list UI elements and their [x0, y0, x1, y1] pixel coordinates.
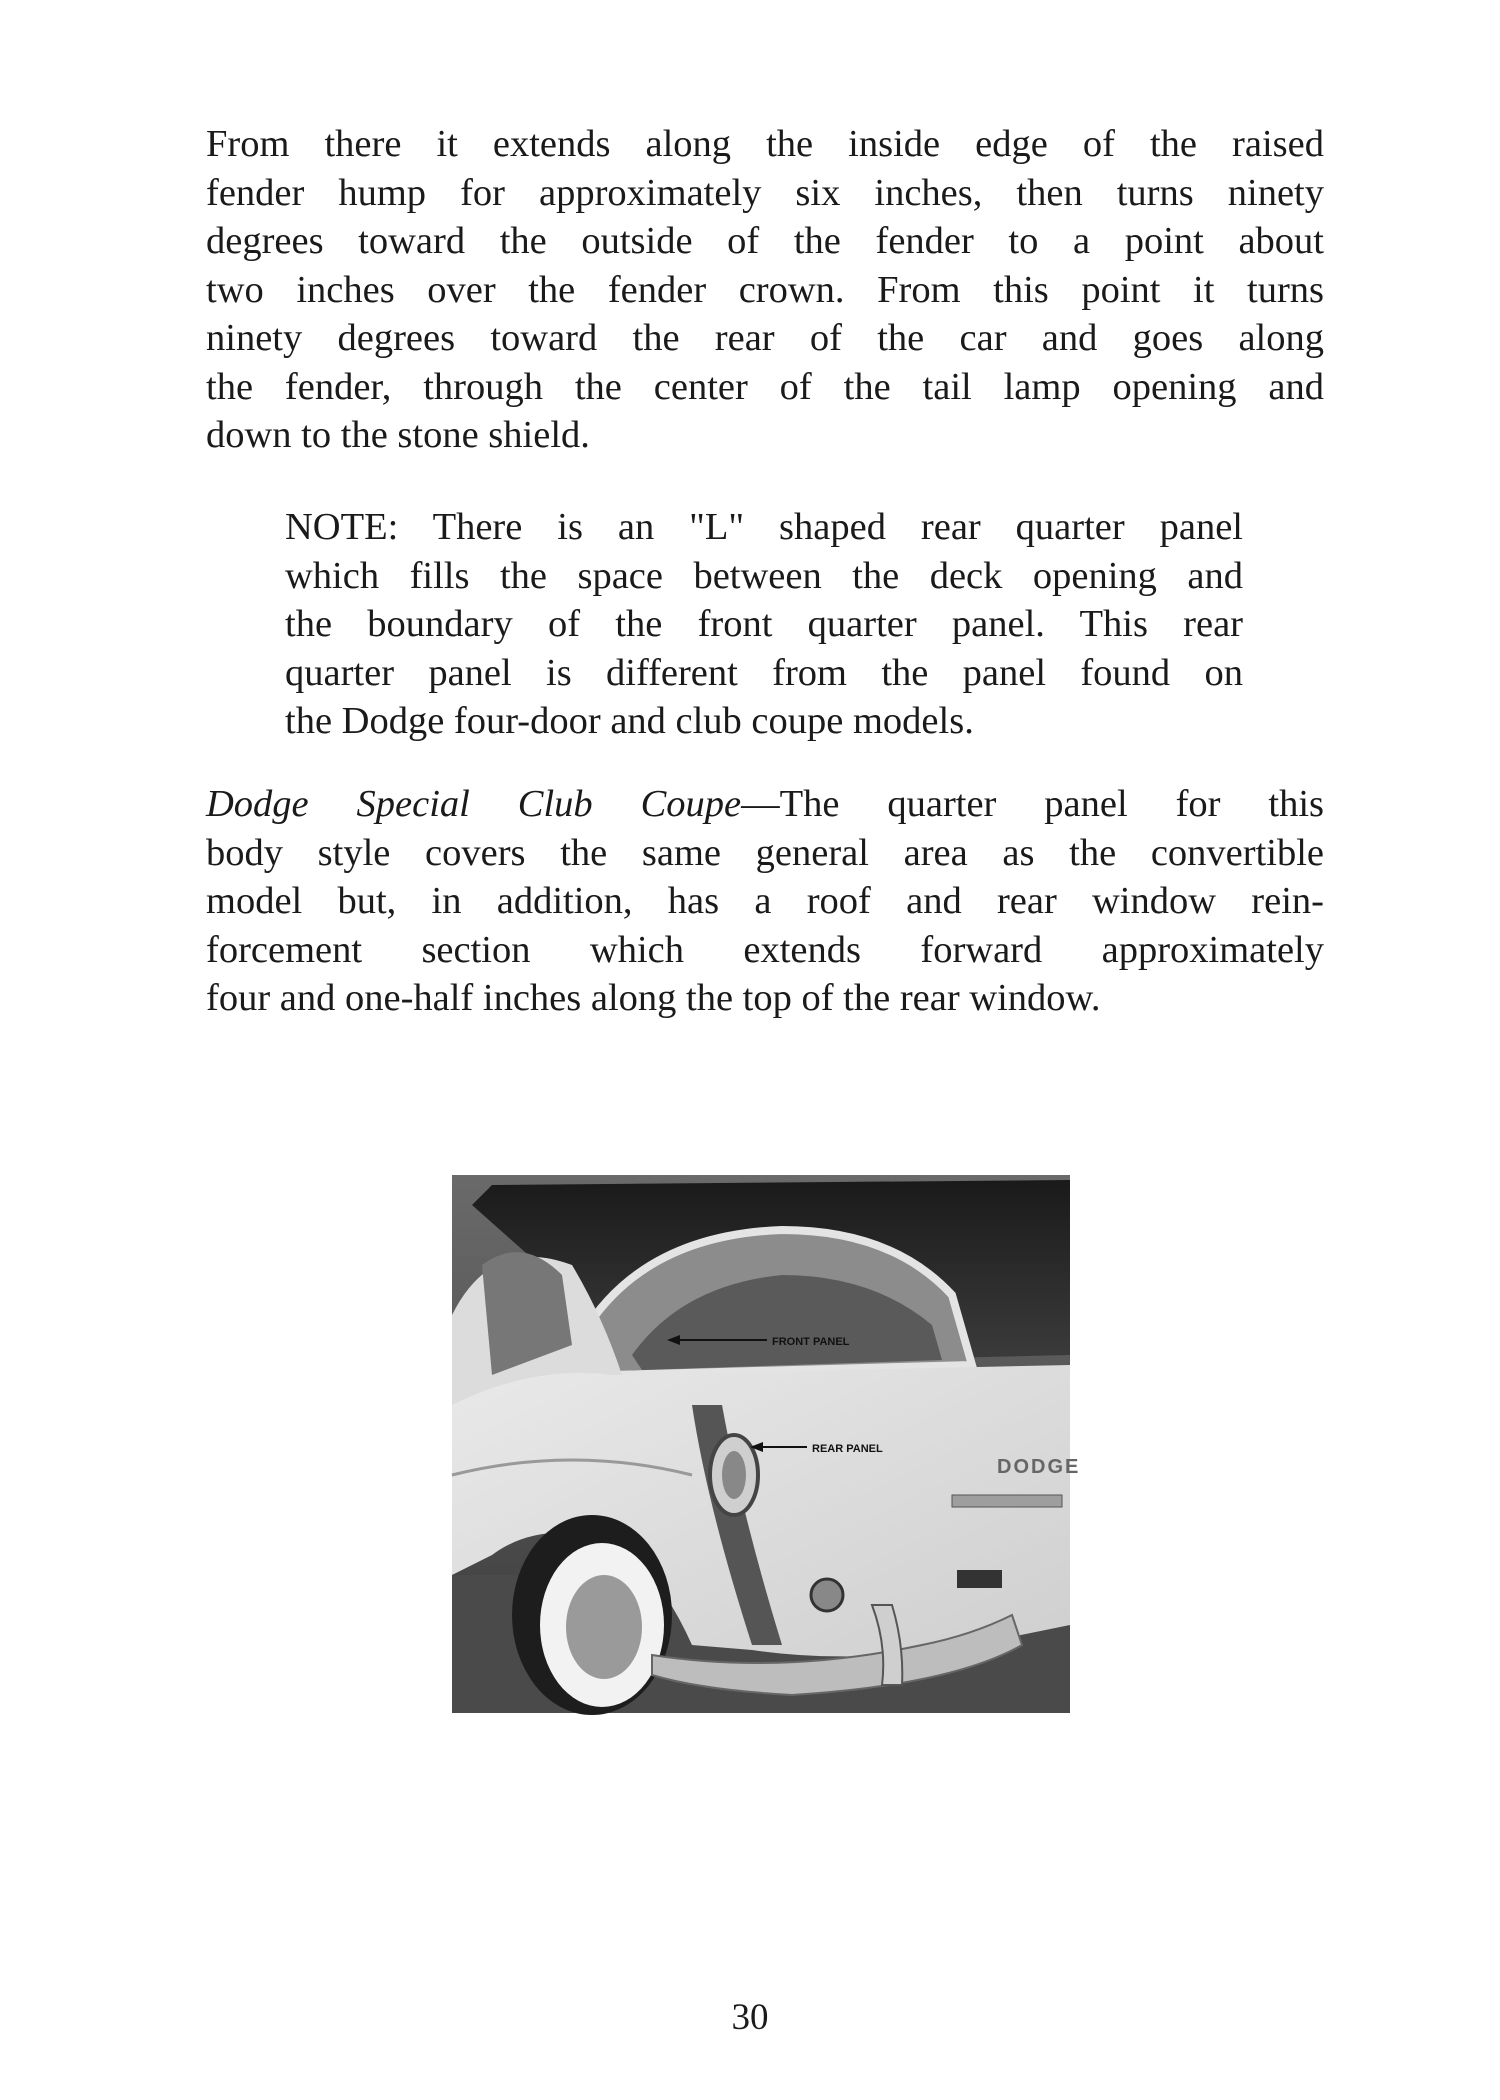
note-line: the Dodge four-door and club coupe models.: [285, 700, 974, 742]
text-line: forcement section which extends forward approximately: [206, 928, 1324, 971]
license-plate-bracket: [957, 1570, 1002, 1588]
text-line: fender hump for approximately six inches, then turns ninety: [206, 171, 1324, 214]
text-line: the fender, through the center of the tail lamp opening and: [206, 365, 1324, 408]
note-line: NOTE: There is an "L" shaped rear quarter panel: [285, 506, 1243, 548]
model-heading: Dodge Special Club Coupe: [206, 783, 742, 825]
text-line: body style covers the same general area as the convertible: [206, 831, 1324, 874]
trunk-emblem: [952, 1495, 1062, 1507]
text-line: From there it extends along the inside edge of the raised: [206, 123, 1324, 165]
dodge-badge: DODGE: [997, 1456, 1081, 1478]
front-panel-label: FRONT PANEL: [772, 1336, 850, 1348]
backup-lamp: [811, 1579, 843, 1611]
hubcap: [566, 1575, 642, 1679]
text-line: degrees toward the outside of the fender to a point about: [206, 220, 1324, 262]
note-block: [285, 503, 1243, 746]
text-fragment: —The quarter panel for this: [741, 783, 1324, 825]
note-line: the boundary of the front quarter panel. This rear: [285, 603, 1243, 645]
text-line: ninety degrees toward the rear of the car and goes along: [206, 317, 1324, 359]
page-number: 30: [731, 1997, 769, 2038]
rear-panel-label: REAR PANEL: [812, 1443, 883, 1455]
text-line: [206, 780, 1324, 829]
tail-lamp-lens: [722, 1451, 746, 1499]
paragraph-fender-description: [206, 120, 1324, 460]
text-line: down to the stone shield.: [206, 414, 590, 456]
note-line: quarter panel is different from the panel found on: [285, 651, 1243, 694]
paragraph-club-coupe: [206, 780, 1324, 1023]
car-photo: [452, 1175, 1081, 1713]
car-illustration: [452, 1175, 1081, 1713]
text-line: model but, in addition, has a roof and rear window rein-: [206, 880, 1324, 922]
note-line: which fills the space between the deck opening and: [285, 554, 1243, 597]
text-line: two inches over the fender crown. From this point it turns: [206, 268, 1324, 311]
text-line: four and one-half inches along the top of the rear window.: [206, 977, 1101, 1019]
